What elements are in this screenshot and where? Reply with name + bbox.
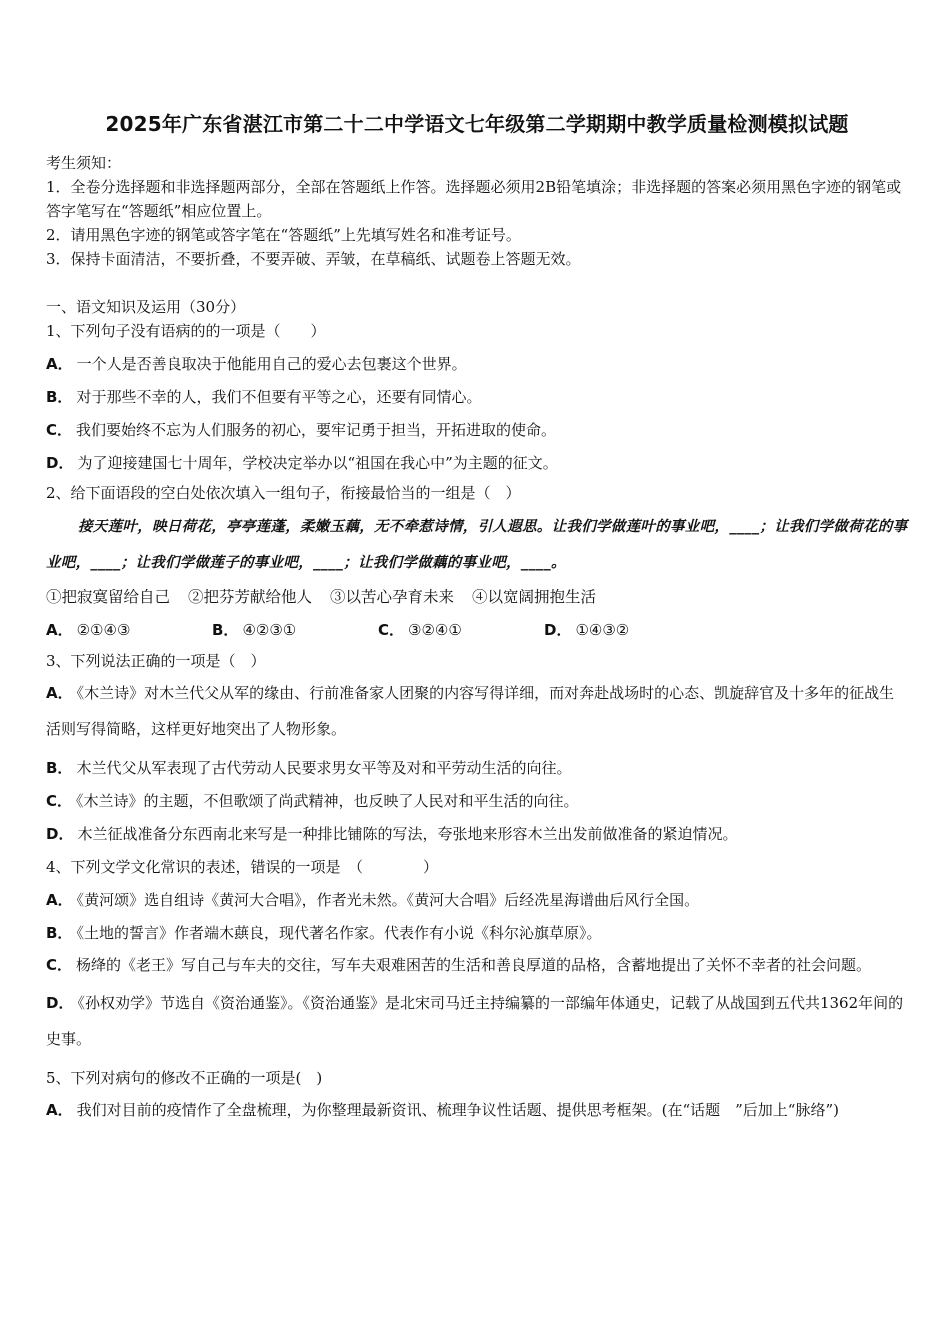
option-b: [46, 385, 908, 409]
option-label: B．: [46, 388, 73, 406]
notice-item: 3．保持卡面清洁，不要折叠，不要弄破、弄皱，在草稿纸、试题卷上答题无效。: [46, 250, 581, 268]
question-stem: 4、下列文学文化常识的表述，错误的一项是 （ ）: [46, 858, 439, 876]
option-d: [46, 985, 908, 1057]
section-heading: 一、语文知识及运用（30分）: [46, 298, 246, 316]
question-stem: 1、下列句子没有语病的的一项是（ ）: [46, 322, 326, 340]
phrase-item: ③以苦心孕育未来: [330, 588, 455, 606]
option-text: 木兰代父从军表现了古代劳动人民要求男女平等及对和平劳动生活的向往。: [76, 759, 572, 777]
choice-text: ③②④①: [408, 621, 462, 639]
choice-text: ①④③②: [575, 621, 630, 639]
option-label: D．: [46, 454, 74, 472]
answer-choices: [46, 619, 908, 640]
option-text: 《孙权劝学》节选自《资治通鉴》。《资治通鉴》是北宋司马迁主持编纂的一部编年体通史，记载了从战国到五代共1362年间的史事。: [46, 994, 904, 1048]
notice-block: [46, 151, 908, 271]
option-c: [46, 789, 908, 813]
question-3: [46, 649, 908, 846]
phrase-item: ④以宽阔拥抱生活: [472, 588, 597, 606]
choice-label: A．: [46, 621, 73, 639]
phrase-item: ①把寂寞留给自己: [46, 588, 171, 606]
choice-d: [544, 619, 710, 640]
option-label: C．: [46, 792, 73, 810]
option-label: A．: [46, 891, 73, 909]
phrase-list: [46, 585, 908, 609]
option-c: [46, 418, 908, 442]
choice-a: [46, 619, 212, 640]
option-text: 为了迎接建国七十周年，学校决定举办以“祖国在我心中”为主题的征文。: [77, 454, 558, 472]
option-c: [46, 947, 908, 983]
option-label: A．: [46, 1101, 73, 1119]
option-label: B．: [46, 924, 73, 942]
option-text: 我们要始终不忘为人们服务的初心，要牢记勇于担当，开拓进取的使命。: [76, 421, 557, 439]
option-text: 杨绛的《老王》写自己与车夫的交往，写车夫艰难困苦的生活和善良厚道的品格，含蓄地提出了关怀不幸者的社会问题。: [76, 956, 872, 974]
option-label: C．: [46, 956, 73, 974]
choice-label: C．: [378, 621, 405, 639]
choice-text: ④②③①: [242, 621, 297, 639]
exam-page: [46, 108, 908, 1128]
exam-title: 2025年广东省湛江市第二十二中学语文七年级第二学期期中教学质量检测模拟试题: [105, 112, 849, 136]
option-label: A．: [46, 684, 73, 702]
option-text: 木兰征战准备分东西南北来写是一种排比铺陈的写法，夸张地来形容木兰出发前做准备的紧迫情况。: [77, 825, 738, 843]
option-label: A．: [46, 355, 73, 373]
option-b: [46, 921, 908, 945]
question-stem: 5、下列对病句的修改不正确的一项是( ): [46, 1069, 323, 1087]
option-label: D．: [46, 825, 74, 843]
question-stem: 3、下列说法正确的一项是（ ）: [46, 652, 266, 670]
notice-item: 2．请用黑色字迹的钢笔或答字笔在“答题纸”上先填写姓名和准考证号。: [46, 226, 521, 244]
question-2: [46, 481, 908, 640]
reading-passage: 接天莲叶，映日荷花，亭亭莲蓬，柔嫩玉藕，无不牵惹诗情，引人遐思。让我们学做莲叶的事业吧，____；让我们学做荷花的事业吧，____；让我们学做莲子的事业吧，____；让我们学做藕的事业吧，____。: [46, 518, 908, 571]
question-4: [46, 855, 908, 1057]
choice-b: [212, 619, 378, 640]
option-a: [46, 675, 908, 747]
option-label: D．: [46, 994, 74, 1012]
option-a: [46, 1092, 908, 1128]
question-1: [46, 319, 908, 475]
option-text: 《黄河颂》选自组诗《黄河大合唱》，作者光未然。《黄河大合唱》后经冼星海谱曲后风行全国。: [76, 891, 700, 909]
question-5: [46, 1066, 908, 1128]
option-a: [46, 888, 908, 912]
option-d: [46, 822, 908, 846]
notice-heading: 考生须知：: [46, 154, 122, 172]
option-text: 一个人是否善良取决于他能用自己的爱心去包裹这个世界。: [76, 355, 467, 373]
choice-c: [378, 619, 544, 640]
option-text: 对于那些不幸的人，我们不但要有平等之心，还要有同情心。: [76, 388, 482, 406]
question-stem: 2、给下面语段的空白处依次填入一组句子，衔接最恰当的一组是（ ）: [46, 484, 521, 502]
option-text: 《土地的誓言》作者端木蕻良，现代著名作家。代表作有小说《科尔沁旗草原》。: [76, 924, 602, 942]
choice-text: ②①④③: [76, 621, 131, 639]
option-label: C．: [46, 421, 73, 439]
option-text: 《木兰诗》对木兰代父从军的缘由、行前准备家人团聚的内容写得详细，而对奔赴战场时的心态、凯旋辞官及十多年的征战生活则写得简略，这样更好地突出了人物形象。: [46, 684, 895, 738]
choice-label: D．: [544, 621, 572, 639]
option-a: [46, 352, 908, 376]
choice-label: B．: [212, 621, 239, 639]
option-d: [46, 451, 908, 475]
notice-item: 1．全卷分选择题和非选择题两部分，全部在答题纸上作答。选择题必须用2B铅笔填涂；非选择题的答案必须用黑色字迹的钢笔或答字笔写在“答题纸”相应位置上。: [46, 178, 902, 220]
option-b: [46, 756, 908, 780]
phrase-item: ②把芬芳献给他人: [188, 588, 313, 606]
option-text: 我们对目前的疫情作了全盘梳理，为你整理最新资讯、梳理争议性话题、提供思考框架。(在“话题 ”后加上“脉络”): [76, 1101, 839, 1119]
option-text: 《木兰诗》的主题，不但歌颂了尚武精神，也反映了人民对和平生活的向往。: [76, 792, 579, 810]
option-label: B．: [46, 759, 73, 777]
